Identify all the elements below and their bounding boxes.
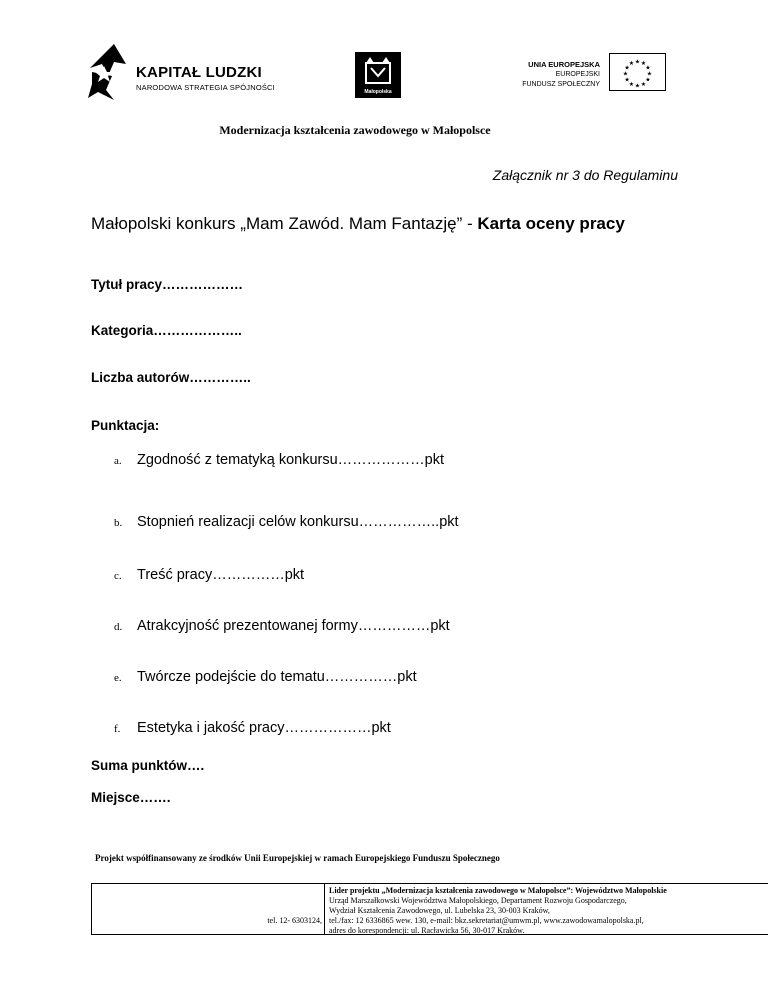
cofinance-note: Projekt współfinansowany ze środków Unii Europejskiej w ramach Europejskiego Funduszu Społecznego: [95, 853, 500, 863]
criterion-marker: d.: [114, 621, 123, 633]
eu-star-icon: ★: [624, 76, 630, 84]
eu-star-icon: ★: [628, 80, 635, 88]
criterion-marker: e.: [114, 672, 122, 684]
score-heading: Punktacja:: [91, 418, 160, 433]
eu-star-icon: ★: [634, 58, 641, 66]
kapital-ludzki-subtitle: NARODOWA STRATEGIA SPÓJNOŚCI: [136, 83, 275, 92]
malopolska-emblem-icon: [355, 54, 401, 90]
document-title: [91, 214, 625, 234]
criterion-marker: c.: [114, 570, 122, 582]
document-title-bold: Karta oceny pracy: [477, 214, 625, 233]
footer-line: Wydział Kształcenia Zawodowego, ul. Lubelska 23, 30-003 Kraków,: [329, 906, 550, 915]
eu-star-icon: ★: [646, 70, 653, 78]
eu-line-2: EUROPEJSKI: [555, 71, 600, 78]
footer-line: Lider projektu „Modernizacja kształcenia zawodowego w Małopolsce”: Województwo Małopolskie: [329, 886, 667, 895]
criterion-item: [114, 514, 459, 530]
footer-line: Urząd Marszałkowski Województwa Małopolskiego, Departament Rozwoju Gospodarczego,: [329, 896, 627, 905]
criterion-text: Zgodność z tematyką konkursu………………pkt: [137, 452, 445, 468]
criterion-marker: a.: [114, 455, 122, 467]
eu-line-3: FUNDUSZ SPOŁECZNY: [522, 81, 600, 88]
criterion-item: [114, 618, 450, 634]
points-sum-field: Suma punktów….: [91, 758, 205, 773]
eu-star-icon: ★: [634, 82, 641, 90]
eu-star-icon: ★: [645, 64, 651, 72]
footer-line: adres do korespondencji: ul. Racławicka 56, 30-017 Kraków.: [329, 926, 525, 935]
criterion-item: [114, 720, 391, 736]
place-field: Miejsce…….: [91, 790, 171, 805]
eu-star-icon: ★: [622, 70, 629, 78]
eu-star-icon: ★: [640, 60, 647, 68]
eu-star-icon: ★: [628, 60, 635, 68]
criterion-item: [114, 452, 444, 468]
work-title-field: Tytuł pracy………………: [91, 277, 244, 292]
eu-flag-icon: [609, 53, 666, 91]
attachment-label: Załącznik nr 3 do Regulaminu: [492, 167, 678, 183]
footer-box: [91, 883, 768, 935]
malopolska-caption: Małopolska: [364, 89, 392, 95]
eu-line-1: UNIA EUROPEJSKA: [528, 60, 600, 69]
criterion-marker: b.: [114, 517, 123, 529]
category-field: Kategoria………………..: [91, 323, 242, 338]
project-name: Modernizacja kształcenia zawodowego w Małopolsce: [219, 123, 491, 137]
criterion-text: Estetyka i jakość pracy………………pkt: [137, 720, 391, 736]
footer-contact: [329, 886, 667, 936]
kapital-ludzki-title: KAPITAŁ LUDZKI: [136, 64, 262, 81]
kapital-ludzki-logo: [84, 42, 284, 102]
footer-divider: [324, 884, 325, 934]
document-title-prefix: Małopolski konkurs „Mam Zawód. Mam Fantazję” -: [91, 214, 478, 233]
authors-count-field: Liczba autorów…………..: [91, 370, 251, 385]
eu-fund-text: [496, 60, 600, 90]
eu-stars-icon: [610, 54, 665, 90]
criterion-text: Twórcze podejście do tematu……………pkt: [137, 669, 417, 685]
criterion-item: [114, 669, 417, 685]
footer-phone: tel. 12- 6303124,: [267, 916, 322, 925]
eu-star-icon: ★: [640, 80, 647, 88]
eu-star-icon: ★: [624, 64, 630, 72]
kapital-ludzki-star-icon: [84, 42, 134, 102]
footer-line: tel./fax: 12 6336865 wew. 130, e-mail: bkz.sekretariat@umwm.pl, www.zawodowamalopolska.pl,: [329, 916, 644, 925]
criterion-text: Atrakcyjność prezentowanej formy……………pkt: [137, 618, 450, 634]
criterion-item: [114, 567, 304, 583]
criterion-marker: f.: [114, 723, 121, 735]
criterion-text: Treść pracy……………pkt: [137, 567, 305, 583]
eu-star-icon: ★: [645, 76, 651, 84]
malopolska-logo: [355, 52, 401, 98]
criterion-text: Stopnień realizacji celów konkursu……………..pkt: [137, 514, 459, 530]
